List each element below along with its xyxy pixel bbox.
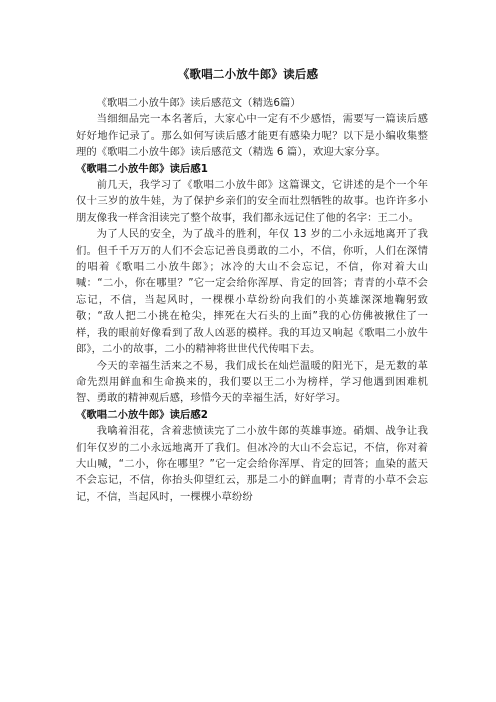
section-1-paragraph-3: 今天的幸福生活来之不易，我们成长在灿烂温暖的阳光下，是无数的革命先烈用鲜血和生命换来的，我们要以王二小为榜样，学习他遇到困难机智、勇敢的精神观后感，珍惜今天的幸福生活，好好学习。	[76, 359, 428, 405]
section-heading-1: 《歌唱二小放牛郎》读后感1	[76, 162, 209, 175]
intro-line: 《歌唱二小放牛郎》读后感范文（精选6篇）	[96, 97, 301, 109]
section-2-paragraph-1: 我噙着泪花，含着悲愤读完了二小放牛郎的英雄事迹。硝烟、战争让我们年仅岁的二小永远地离开了我们。但冰冷的大山不会忘记，不信，你对着大山喊，“二小，你在哪里？”它一定会给你浑厚、肯定的回答；血染的蓝天不会忘记，不信，你抬头仰望红云，那是二小的鲜血啊；青青的小草不会忘记，不信，当起风时，一棵棵小草纷纷	[76, 425, 428, 503]
intro-paragraph: 当细细品完一本名著后，大家心中一定有不少感悟，需要写一篇读后感好好地作记录了。那么如何写读后感才能更有感染力呢？以下是小编收集整理的《歌唱二小放牛郎》读后感范文（精选 6 篇），欢迎大家分享。	[76, 113, 428, 159]
section-1-paragraph-2: 为了人民的安全，为了战斗的胜利，年仅 13 岁的二小永远地离开了我们。但千千万万的人们不会忘记善良勇敢的二小，不信，你听，人们在深情的唱着《歌唱二小放牛郎》；冰冷的大山不会忘记，不信，你对着大山喊：“二小，你在哪里？”它一定会给你浑厚、肯定的回答；青青的小草不会忘记，不信，当起风时，一棵棵小草纷纷向我们的小英雄深深地鞠躬致敬；“敌人把二小挑在枪尖，摔死在大石头的上面”我的心仿佛被揪住了一样，我的眼前好像看到了敌人凶恶的模样。我的耳边又响起《歌唱二小放牛郎》，二小的故事，二小的精神将世世代代传唱下去。	[76, 228, 428, 356]
section-heading-2: 《歌唱二小放牛郎》读后感2	[76, 408, 209, 421]
section-1-paragraph-1: 前几天，我学习了《歌唱二小放牛郎》这篇课文，它讲述的是个一个年仅十三岁的放牛娃，为了保护乡亲们的安全而壮烈牺牲的故事。也许许多小朋友像我一样含泪读完了整个故事，我们都永远记住了他的名字：王二小。	[76, 179, 428, 224]
document-body	[76, 95, 428, 505]
document-title: 《歌唱二小放牛郎》读后感	[177, 67, 319, 81]
